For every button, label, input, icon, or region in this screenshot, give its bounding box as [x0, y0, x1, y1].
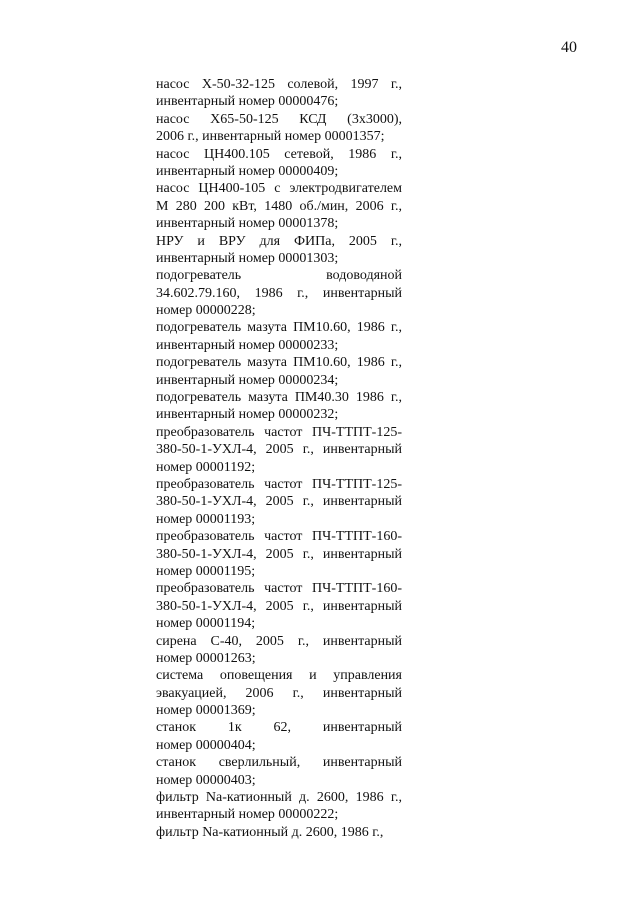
- page-number: 40: [561, 39, 577, 56]
- list-item-line: номер 00000404;: [156, 737, 256, 753]
- list-item-line: 2006 г., инвентарный номер 00001357;: [156, 129, 385, 145]
- list-item-line: станок сверлильный, инвентарный: [156, 755, 402, 771]
- list-item: [156, 528, 402, 580]
- list-item-line: подогреватель мазута ПМ10.60, 1986 г.,: [156, 320, 402, 336]
- list-item-line: инвентарный номер 00000409;: [156, 163, 339, 179]
- list-item-line: насос Х65-50-125 КСД (3х3000),: [156, 111, 402, 127]
- list-item: [156, 754, 402, 789]
- list-item: [156, 719, 402, 754]
- list-item-line: насос ЦН400.105 сетевой, 1986 г.,: [156, 146, 402, 162]
- list-item-line: НРУ и ВРУ для ФИПа, 2005 г.,: [156, 233, 402, 249]
- list-item: [156, 789, 402, 824]
- list-item-line: номер 00001263;: [156, 650, 256, 666]
- list-item-line: инвентарный номер 00000234;: [156, 372, 339, 388]
- list-item-line: преобразователь частот ПЧ-ТТПТ-125-: [156, 476, 402, 492]
- list-item: [156, 146, 402, 181]
- list-item-line: 34.602.79.160, 1986 г., инвентарный: [156, 285, 402, 301]
- list-item: [156, 476, 402, 528]
- list-item: [156, 633, 402, 668]
- list-item-line: инвентарный номер 00000476;: [156, 94, 339, 110]
- list-item-line: подогреватель мазута ПМ10.60, 1986 г.,: [156, 355, 402, 371]
- list-item: [156, 111, 402, 146]
- list-item: [156, 824, 402, 841]
- list-item-line: преобразователь частот ПЧ-ТТПТ-125-: [156, 424, 402, 440]
- list-item-line: номер 00000228;: [156, 303, 256, 319]
- list-item-line: 380-50-1-УХЛ-4, 2005 г., инвентарный: [156, 598, 402, 614]
- list-item-line: насос ЦН400-105 с электродвигателем: [156, 181, 402, 197]
- list-item-line: подогреватель водоводяной: [156, 268, 402, 284]
- list-item-line: система оповещения и управления: [156, 668, 402, 684]
- list-item: [156, 180, 402, 232]
- list-item-line: инвентарный номер 00001378;: [156, 216, 339, 232]
- list-item-line: подогреватель мазута ПМ40.30 1986 г.,: [156, 390, 402, 406]
- list-item-line: номер 00001193;: [156, 511, 256, 527]
- list-item-line: инвентарный номер 00000222;: [156, 807, 339, 823]
- list-item-line: насос Х-50-32-125 солевой, 1997 г.,: [156, 77, 402, 92]
- list-item: [156, 76, 402, 111]
- list-item-line: 380-50-1-УХЛ-4, 2005 г., инвентарный: [156, 546, 402, 562]
- list-item-line: станок 1к 62, инвентарный: [156, 720, 402, 736]
- list-item-line: инвентарный номер 00001303;: [156, 250, 339, 266]
- list-item-line: фильтр Na-катионный д. 2600, 1986 г.,: [156, 824, 384, 840]
- list-item: [156, 267, 402, 319]
- list-item-line: инвентарный номер 00000233;: [156, 337, 339, 353]
- list-item: [156, 580, 402, 632]
- list-item-line: номер 00001194;: [156, 616, 256, 632]
- list-item-line: номер 00000403;: [156, 772, 256, 788]
- list-item-line: номер 00001192;: [156, 459, 256, 475]
- list-item-line: 380-50-1-УХЛ-4, 2005 г., инвентарный: [156, 442, 402, 458]
- list-item-line: сирена С-40, 2005 г., инвентарный: [156, 633, 402, 649]
- list-item-line: эвакуацией, 2006 г., инвентарный: [156, 685, 402, 701]
- equipment-list: [156, 76, 402, 841]
- list-item-line: 380-50-1-УХЛ-4, 2005 г., инвентарный: [156, 494, 402, 510]
- list-item-line: фильтр Na-катионный д. 2600, 1986 г.,: [156, 790, 402, 806]
- list-item: [156, 389, 402, 424]
- list-item-line: М 280 200 кВт, 1480 об./мин, 2006 г.,: [156, 198, 402, 214]
- list-item: [156, 667, 402, 719]
- list-item-line: номер 00001195;: [156, 563, 256, 579]
- list-item-line: номер 00001369;: [156, 703, 256, 719]
- list-item: [156, 233, 402, 268]
- list-item-line: преобразователь частот ПЧ-ТТПТ-160-: [156, 529, 402, 545]
- list-item-line: инвентарный номер 00000232;: [156, 407, 339, 423]
- list-item-line: преобразователь частот ПЧ-ТТПТ-160-: [156, 581, 402, 597]
- list-item: [156, 319, 402, 354]
- list-item: [156, 354, 402, 389]
- list-item: [156, 424, 402, 476]
